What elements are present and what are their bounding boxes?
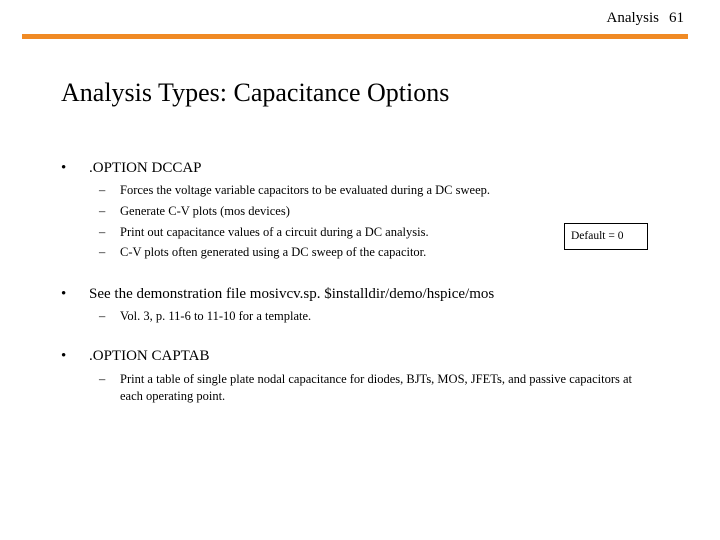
dash-marker: – (99, 225, 106, 239)
bullet-item (61, 348, 209, 365)
slide-title: Analysis Types: Capacitance Options (61, 78, 450, 107)
sub-item (99, 309, 311, 324)
sub-text: Forces the voltage variable capacitors to be evaluated during a DC sweep. (120, 183, 491, 197)
page-number: 61 (669, 10, 684, 26)
sub-text: Generate C-V plots (mos devices) (120, 204, 290, 218)
sub-item (99, 183, 490, 198)
bullet-item (61, 160, 202, 177)
bullet-item (61, 286, 494, 303)
header-section: Analysis (606, 10, 659, 26)
sub-text: Print a table of single plate nodal capacitance for diodes, BJTs, MOS, JFETs, and passive capacitors at each operating point. (120, 372, 633, 403)
sub-item (99, 204, 290, 219)
sub-item (99, 225, 429, 240)
bullet-text: See the demonstration file mosivcv.sp. $installdir/demo/hspice/mos (89, 286, 495, 302)
dash-marker: – (99, 204, 106, 218)
dash-marker: – (99, 309, 106, 323)
bullet-marker: • (61, 286, 67, 302)
bullet-marker: • (61, 348, 67, 364)
default-value-callout: Default = 0 (564, 223, 648, 250)
sub-text: Vol. 3, p. 11-6 to 11-10 for a template. (120, 309, 312, 323)
bullet-text: .OPTION CAPTAB (89, 348, 210, 364)
sub-item (99, 371, 644, 405)
header-accent-rule (22, 34, 688, 39)
dash-marker: – (99, 245, 106, 259)
bullet-text: .OPTION DCCAP (89, 160, 202, 176)
bullet-marker: • (61, 160, 67, 176)
dash-marker: – (99, 183, 106, 197)
sub-text: Print out capacitance values of a circuit during a DC analysis. (120, 225, 429, 239)
dash-marker: – (99, 372, 106, 386)
sub-item (99, 245, 426, 260)
sub-text: C-V plots often generated using a DC sweep of the capacitor. (120, 245, 427, 259)
header-label (607, 10, 685, 27)
